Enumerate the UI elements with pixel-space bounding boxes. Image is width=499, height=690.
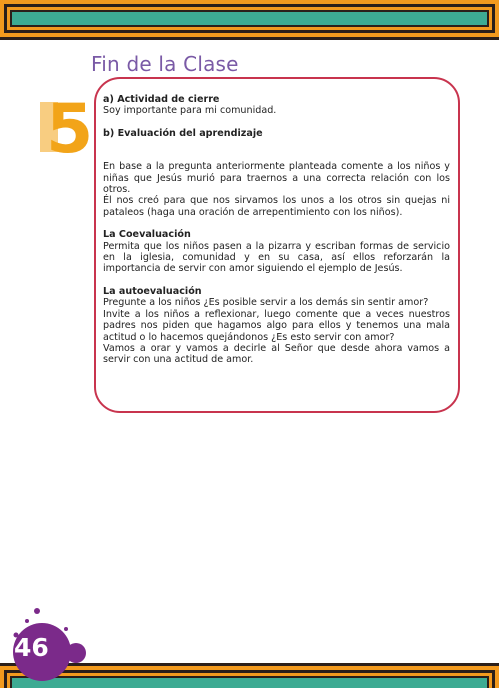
content-text bbox=[103, 94, 450, 366]
coevaluation-text: Permita que los niños pasen a la pizarra y escriban formas de servicio en la iglesia, comunidad y en su casa, así ellos reforzarán la importancia de servir con amor siguiendo el ejemplo de Jesús. bbox=[103, 240, 450, 275]
selfevaluation-heading: La autoevaluación bbox=[103, 285, 202, 297]
section-number-badge bbox=[40, 96, 94, 158]
selfevaluation-line-2: Invite a los niños a reflexionar, luego comente que a veces nuestros padres nos piden que hagamos algo para ellos y tenemos una mala actitud o lo hacemos quejándonos ¿Es esto servir con amor? bbox=[103, 308, 450, 343]
evaluation-paragraph-1: En base a la pregunta anteriormente planteada comente a los niños y niñas que Jesús murió para traernos a una correcta relación con los otros. bbox=[103, 161, 450, 196]
selfevaluation-line-3: Vamos a orar y vamos a decirle al Señor que desde ahora vamos a servir con una actitud de amor. bbox=[103, 342, 450, 366]
top-decorative-band bbox=[0, 0, 499, 40]
selfevaluation-line-1: Pregunte a los niños ¿Es posible servir a los demás sin sentir amor? bbox=[103, 297, 429, 309]
activity-text: Soy importante para mi comunidad. bbox=[103, 105, 277, 117]
evaluation-heading: b) Evaluación del aprendizaje bbox=[103, 127, 263, 139]
section-number: 5 bbox=[46, 96, 94, 158]
evaluation-paragraph-2: Él nos creó para que nos sirvamos los unos a los otros sin quejas ni pataleos (haga una oración de arrepentimiento con los niños). bbox=[103, 195, 450, 218]
page-number: 46 bbox=[14, 633, 49, 662]
activity-heading: a) Actividad de cierre bbox=[103, 94, 220, 105]
coevaluation-heading: La Coevaluación bbox=[103, 229, 191, 241]
section-number-graphic bbox=[40, 96, 94, 158]
section-title: Fin de la Clase bbox=[91, 52, 239, 76]
